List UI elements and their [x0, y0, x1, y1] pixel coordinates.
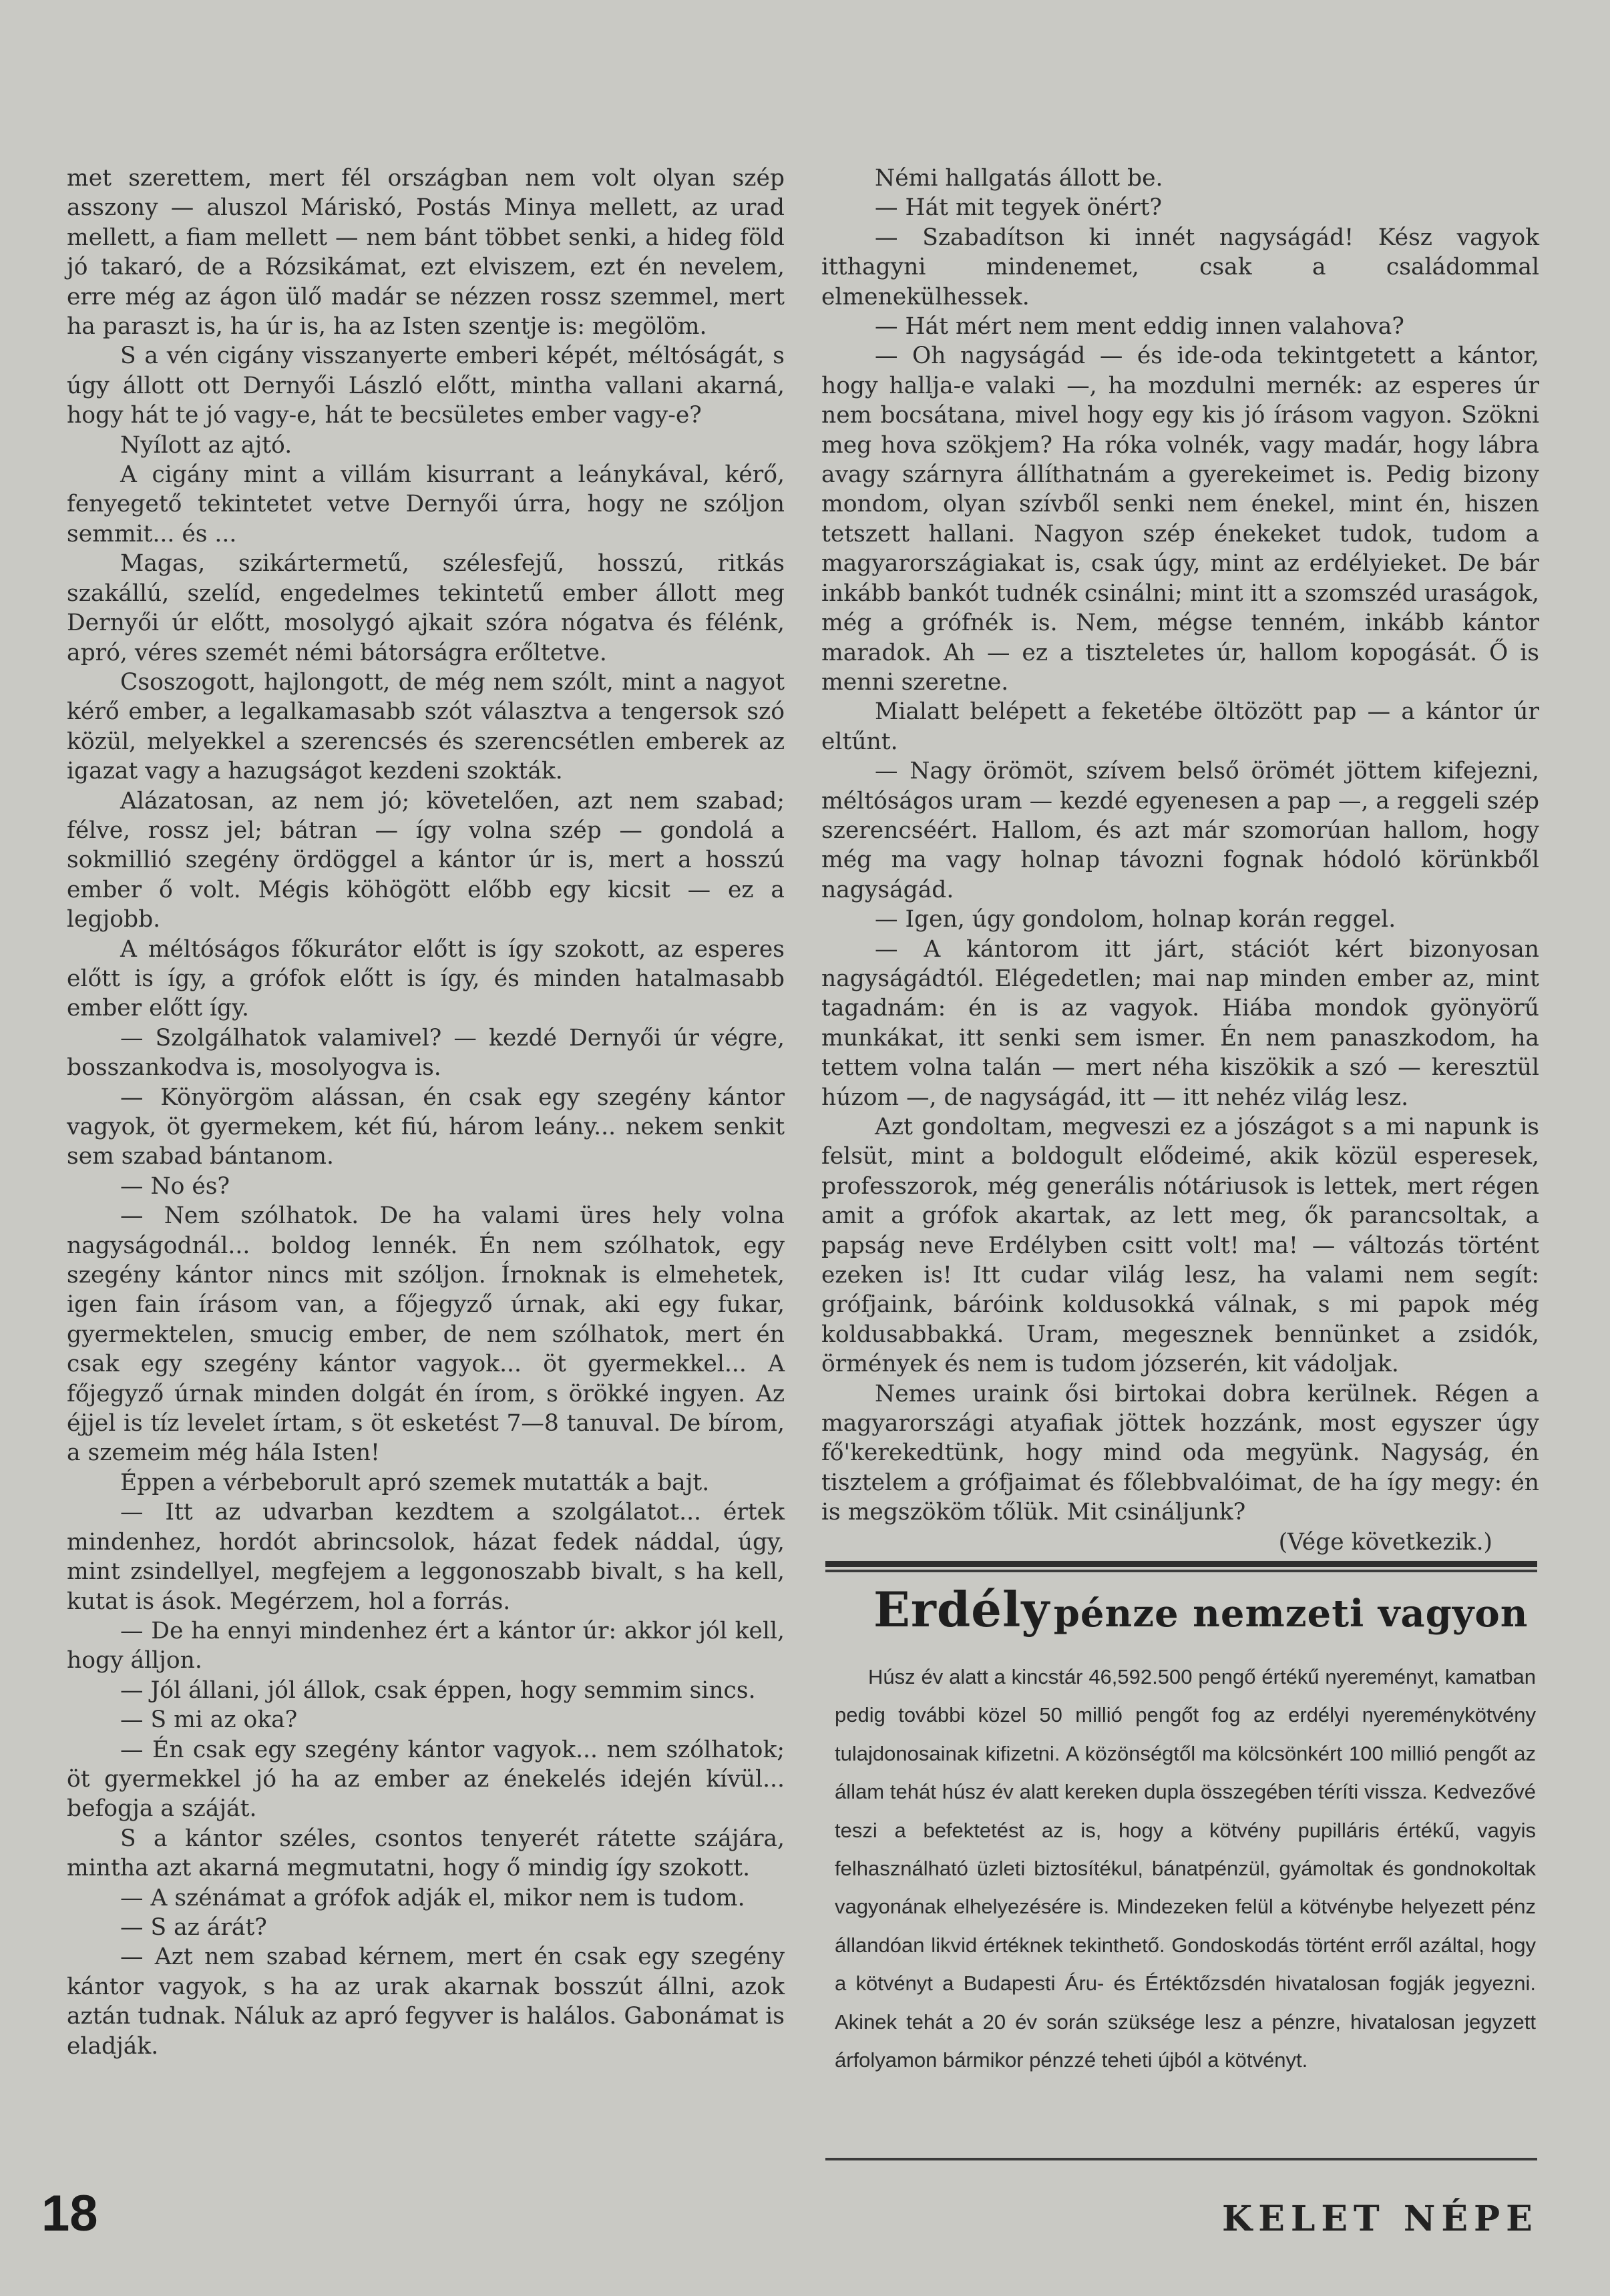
- paragraph: Magas, szikártermetű, szélesfejű, hosszú, ritkás szakállú, szelíd, engedelmes tekintetű ember állott meg Dernyői úr előtt, mosolygó ajkait szóra nógatva és félénk, apró, véres szemét némi bátorságra erőltetve.: [67, 550, 785, 666]
- paragraph: — Igen, úgy gondolom, holnap korán reggel.: [875, 906, 1396, 933]
- paragraph: Alázatosan, az nem jó; követelően, azt nem szabad; félve, rossz jel; bátran — így volna szép — gondolá a sokmillió szegény ördöggel a kántor úr is, mert a hosszú ember ő volt. Mégis köhögött előbb egy kicsit — ez a legjobb.: [67, 787, 785, 933]
- article-top-rule-thin: [825, 1570, 1537, 1572]
- paragraph: — De ha ennyi mindenhez ért a kántor úr: akkor jól kell, hogy álljon.: [67, 1617, 785, 1674]
- paragraph: met szerettem, mert fél országban nem volt olyan szép asszony — aluszol Máriskó, Postás Minya mellett, az urad mellett, a fiam mellett — nem bánt többet senki, a hideg föld jó takaró, de a Rózsikámat, ezt elviszem, ezt én nevelem, erre még az ágon ülő madár se nézzen rossz szemmel, mert ha paraszt is, ha úr is, ha az Isten szentje is: megölöm.: [67, 165, 785, 340]
- paragraph: — Hát mért nem ment eddig innen valahova?: [875, 313, 1404, 340]
- paragraph: — No és?: [120, 1172, 230, 1200]
- paragraph: — A kántorom itt járt, stációt kért bizonyosan nagyságádtól. Elégedetlen; mai nap minden ember az, mint tagadnám: én is az vagyok. Hiába mondok gyönyörű munkákat, itt senki sem ismer. Én nem panaszkodom, ha tettem volna talán — mert néha kiszökik a szó — keresztül húzom —, de nagyságád, itt — itt nehéz világ lesz.: [821, 935, 1539, 1111]
- paragraph: Mialatt belépett a feketébe öltözött pap — a kántor úr eltűnt.: [821, 698, 1539, 755]
- right-column: [821, 164, 1539, 1557]
- paragraph: Nyílott az ajtó.: [120, 431, 292, 459]
- paragraph: Némi hallgatás állott be.: [875, 165, 1163, 192]
- article-body: [835, 1658, 1536, 2079]
- paragraph: — Én csak egy szegény kántor vagyok... nem szólhatok; öt gyermekkel jó ha az ember az énekelés idején kívül... befogja a száját.: [67, 1736, 785, 1823]
- paragraph: — Oh nagyságád — és ide-oda tekintgetett a kántor, hogy hallja-e valaki —, ha mozdulni mernék: az esperes úr nem bocsátana, mivel hogy egy kis jó írásom vagyon. Szökni meg hova szökjem? Ha róka volnék, vagy madár, hogy lábra avagy szárnyra állíthatnám a gyerekeimet is. Pedig bizony mondom, olyan szívből senki nem énekel, mint én, hiszen tetszett hallani. Nagyon szép énekeket tudok, tudom a magyarországiakat is, csak úgy, mint az erdélyieket. De bár inkább bankót tudnék csinálni; mint itt a szomszéd uraságok, még a grófnék is. Nem, mégse tenném, inkább kántor maradok. Ah — ez a tiszteletes úr, hallom kopogását. Ő is menni szeretne.: [821, 342, 1539, 696]
- paragraph: S a kántor széles, csontos tenyerét rátette szájára, mintha azt akarná megmutatni, hogy ő mindig így szokott.: [67, 1825, 785, 1882]
- paragraph: A cigány mint a villám kisurrant a leánykával, kérő, fenyegető tekintetet vetve Dernyői úrra, hogy ne szóljon semmit... és ...: [67, 461, 785, 547]
- headline-rest: pénze nemzeti vagyon: [1053, 1592, 1529, 1636]
- headline-word-erdely: Erdély: [873, 1581, 1050, 1638]
- left-column: [67, 164, 785, 2061]
- magazine-title: KELET NÉPE: [1222, 2199, 1539, 2239]
- to-be-continued-note: (Vége következik.): [1278, 1528, 1492, 1556]
- paragraph: S a vén cigány visszanyerte emberi képét, méltóságát, s úgy állott ott Dernyői László előtt, mintha vallani akarná, hogy hát te jó vagy-e, hát te becsületes ember vagy-e?: [67, 342, 785, 429]
- article-headline: [873, 1581, 1528, 1638]
- paragraph: — Nem szólhatok. De ha valami üres hely volna nagyságodnál... boldog lennék. Én nem szólhatok, egy szegény kántor nincs mit szóljon. Írnoknak is elmehetek, igen fain írásom van, a főjegyző úrnak, aki egy fukar, gyermektelen, smucig ember, de nem szólhatok, mert én csak egy szegény kántor vagyok... öt gyermekkel... A főjegyző úrnak minden dolgát én írom, s örökké ingyen. Az éjjel is tíz levelet írtam, s öt esketést 7—8 tanuval. De bírom, a szemeim még hála Isten!: [67, 1202, 785, 1467]
- paragraph: — Nagy örömöt, szívem belső örömét jöttem kifejezni, méltóságos uram — kezdé egyenesen a pap —, a reggeli szép szerencséért. Hallom, és azt már szomorúan hallom, hogy még ma vagy holnap távozni fognak hódoló körünkből nagyságád.: [821, 758, 1539, 903]
- article-top-rule: [825, 1561, 1537, 1567]
- paragraph: — Szolgálhatok valamivel? — kezdé Dernyői úr végre, bosszankodva is, mosolyogva is.: [67, 1024, 785, 1082]
- paragraph: — Hát mit tegyek önért?: [875, 194, 1162, 222]
- paragraph: — A szénámat a grófok adják el, mikor nem is tudom.: [120, 1884, 745, 1911]
- paragraph: Nemes uraink ősi birtokai dobra kerülnek. Régen a magyarországi atyafiak jöttek hozzánk, most egyszer úgy fő'kerekedtünk, hogy mind oda megyünk. Nagyság, én tisztelem a grófjaimat és főlebbvalóimat, de ha így megy: én is megszököm tőlük. Mit csináljunk?: [821, 1380, 1539, 1526]
- article-bottom-rule: [825, 2158, 1537, 2160]
- paragraph: Éppen a vérbeborult apró szemek mutatták a bajt.: [120, 1469, 710, 1496]
- paragraph: — Szabadítson ki innét nagyságád! Kész vagyok itthagyni mindenemet, csak a családommal elmenekülhessek.: [821, 224, 1539, 310]
- paragraph: — S az árát?: [120, 1913, 267, 1941]
- paragraph: — Könyörgöm alássan, én csak egy szegény kántor vagyok, öt gyermekem, két fiú, három leány... nekem senkit sem szabad bántanom.: [67, 1084, 785, 1170]
- article-paragraph: Húsz év alatt a kincstár 46,592.500 pengő értékű nyereményt, kamatban pedig további közel 50 millió pengőt fog az erdélyi nyereménykötvény tulajdonosainak kifizetni. A közönségtől ma kölcsönkért 100 millió pengőt az állam tehát húsz év alatt kereken dupla összegében téríti vissza. Kedvezővé teszi a befektetést az is, hogy a kötvény pupilláris értékű, vagyis felhasználható üzleti biztosítékul, bánatpénzül, gyámoltak és gondnokoltak vagyonának elhelyezésére is. Mindezeken felül a kötvénybe helyezett pénz állandóan likvid értéknek tekinthető. Gondoskodás történt erről azáltal, hogy a kötvényt a Budapesti Áru- és Értéktőzsdén hivatalosan fogják jegyezni. Akinek tehát a 20 év során szüksége lesz a pénzre, hivatalosan jegyzett árfolyamon bármikor pénzzé teheti újból a kötvényt.: [835, 1665, 1536, 2072]
- paragraph: — Itt az udvarban kezdtem a szolgálatot... értek mindenhez, hordót abrincsolok, házat fedek náddal, úgy, mint zsindellyel, megfejem a leggonoszabb bivalt, s ha kell, kutat is ások. Megérzem, hol a forrás.: [67, 1499, 785, 1615]
- paragraph: — Jól állani, jól állok, csak éppen, hogy semmim sincs.: [120, 1676, 756, 1704]
- paragraph: A méltóságos főkurátor előtt is így szokott, az esperes előtt is így, a grófok előtt is így, és minden hatalmasabb ember előtt így.: [67, 935, 785, 1022]
- paragraph: Csoszogott, hajlongott, de még nem szólt, mint a nagyot kérő ember, a legalkamasabb szót választva a tengersok szó közül, melyekkel a szerencsés és szerencsétlen emberek az igazat vagy a hazugságot kezdeni szokták.: [67, 668, 785, 785]
- paragraph: Azt gondoltam, megveszi ez a jószágot s a mi napunk is felsüt, mint a boldogult elődeimé, akik közül esperesek, professzorok, még generális nótáriusok is lettek, mert régen amit a grófok akartak, az lett meg, ők parancsoltak, a papság neve Erdélyben csitt volt! ma! — változás történt ezeken is! Itt cudar világ lesz, ha valami nem segít: grófjaink, báróink koldusokká válnak, s mi papok még koldusabbakká. Uram, megesznek bennünket a zsidók, örmények és nem is tudom józserén, kit vádoljak.: [821, 1114, 1539, 1378]
- paragraph: — S mi az oka?: [120, 1706, 298, 1734]
- page-number: 18: [41, 2185, 98, 2242]
- paragraph: — Azt nem szabad kérnem, mert én csak egy szegény kántor vagyok, s ha az urak akarnak bosszút állni, azok aztán tudnak. Náluk az apró fegyver is halálos. Gabonámat is eladják.: [67, 1943, 785, 2060]
